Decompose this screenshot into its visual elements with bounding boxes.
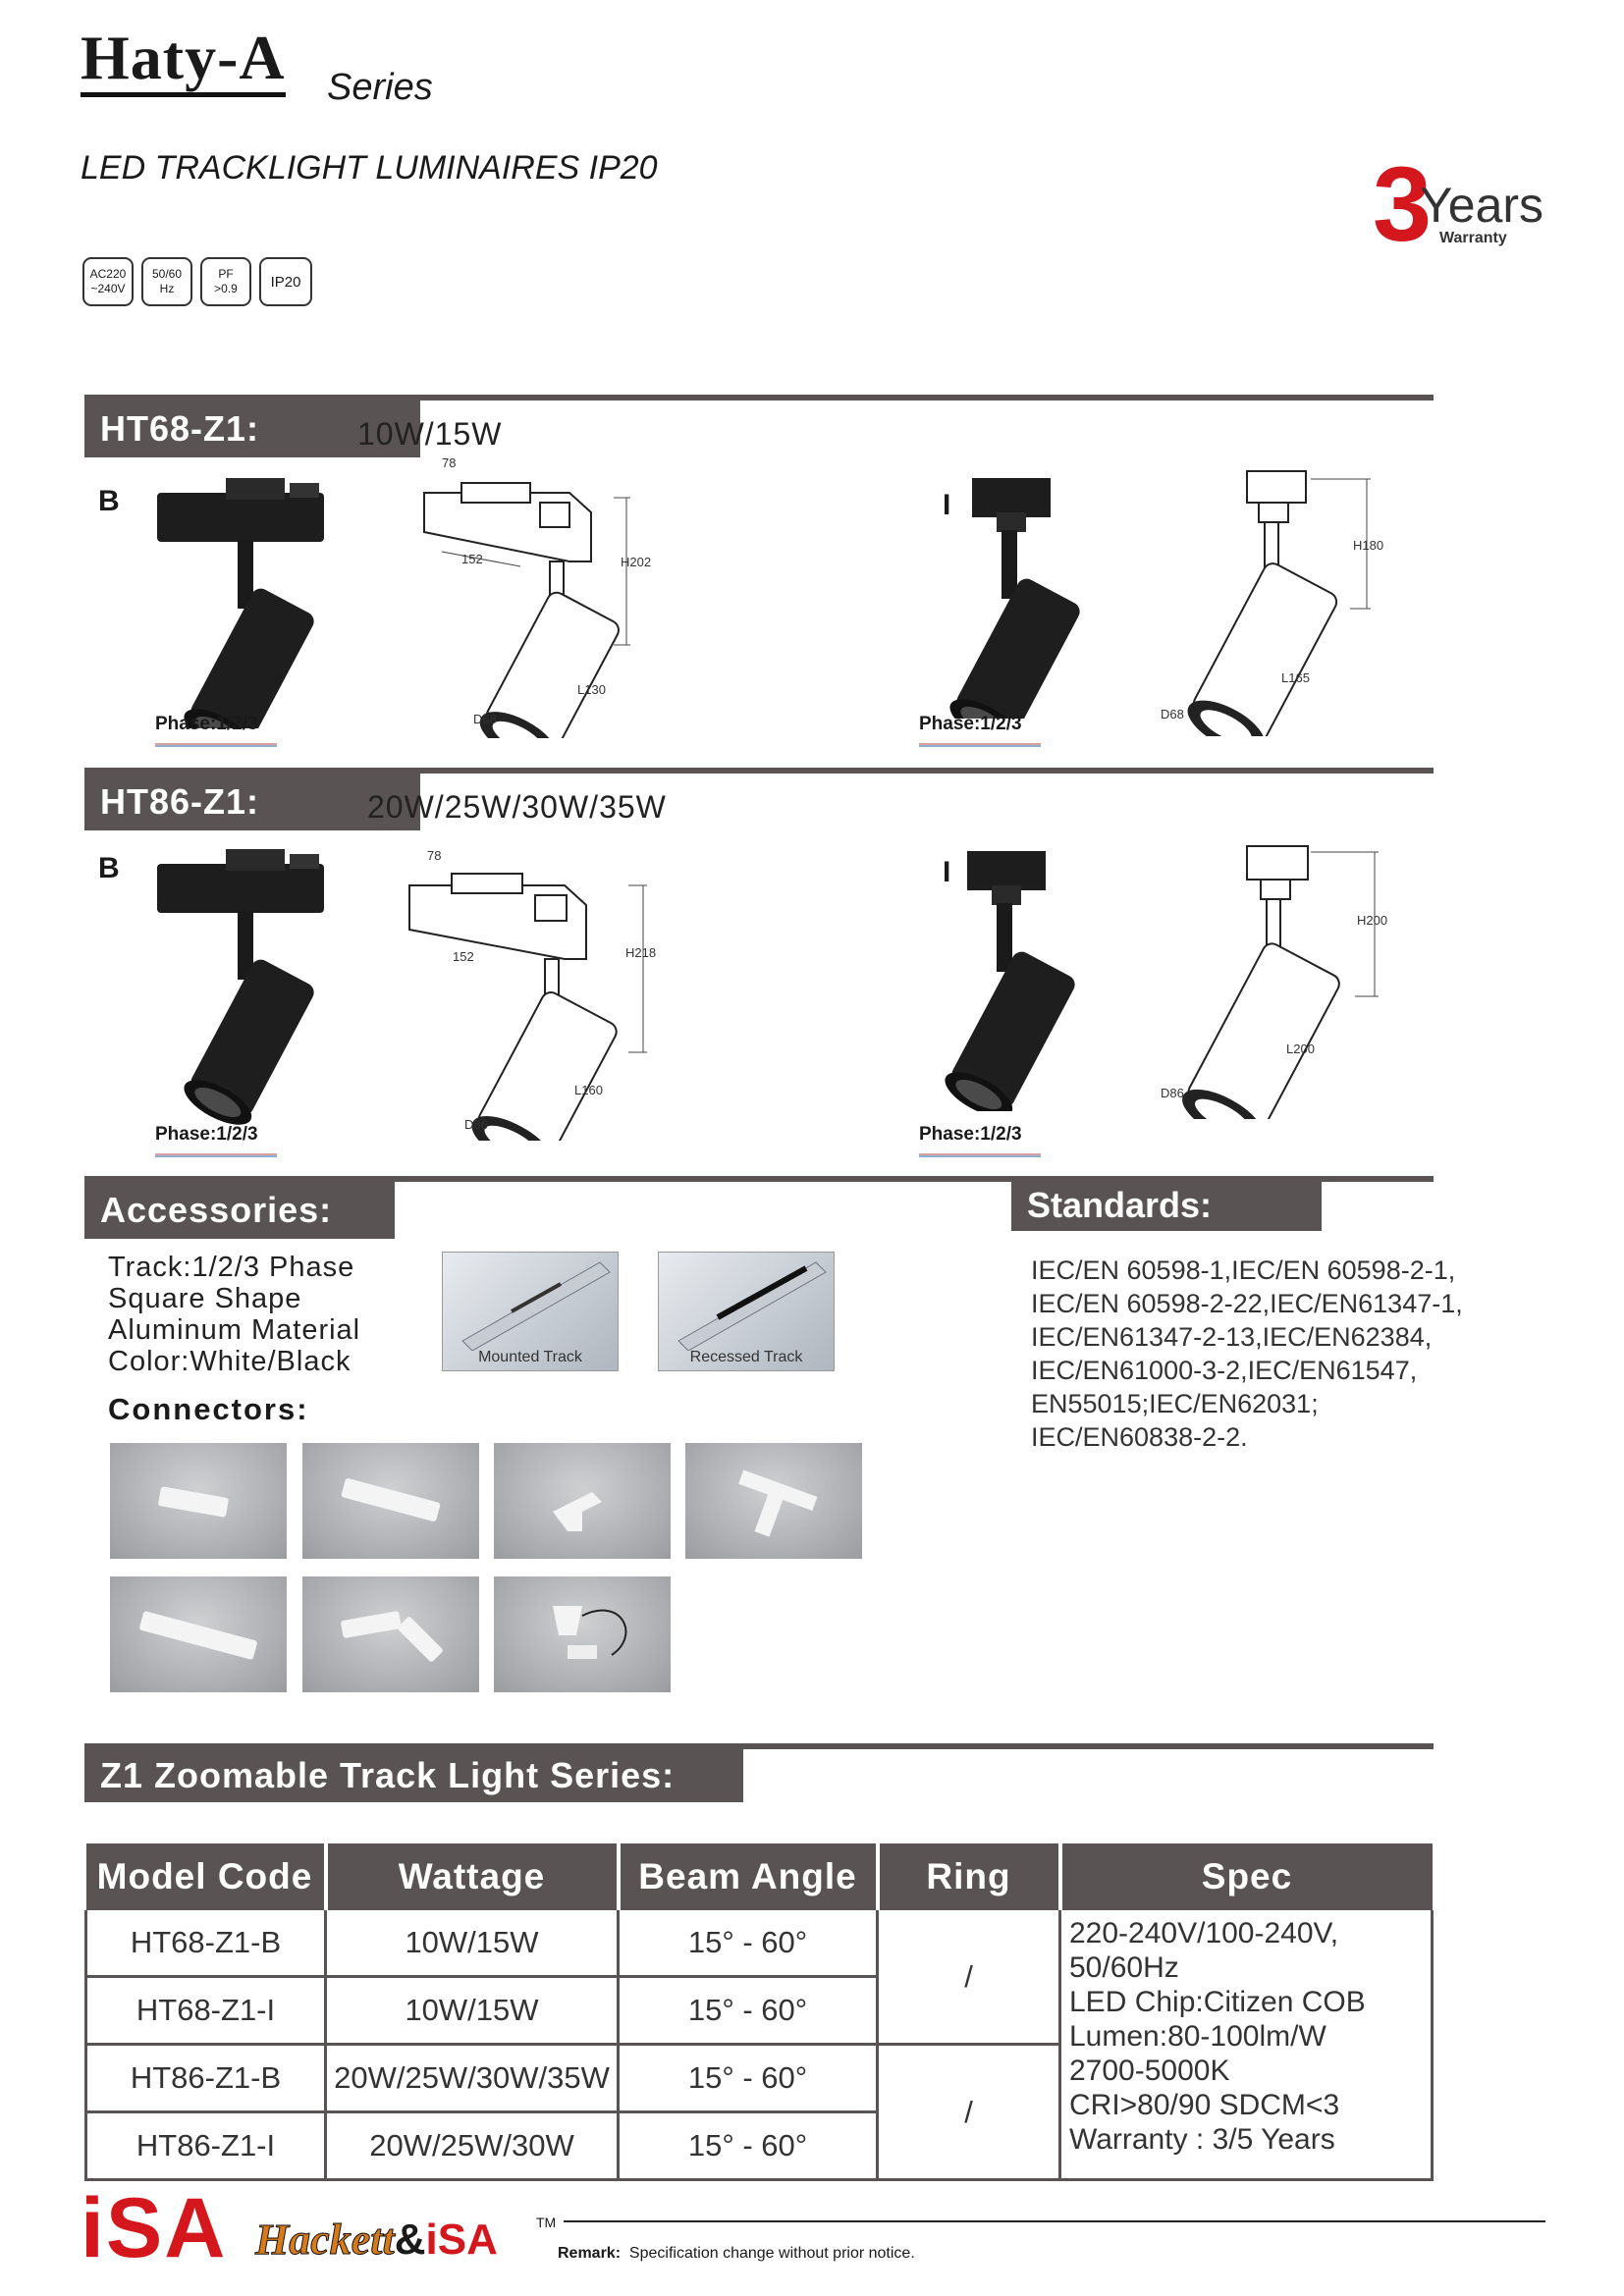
isa-logo: iSA	[81, 2181, 228, 2275]
accessories-text: Track:1/2/3 Phase Square Shape Aluminum Material Color:White/Black	[108, 1252, 361, 1377]
ring-cell: /	[878, 1910, 1060, 2045]
wattage-cell: 10W/15W	[326, 1977, 619, 2045]
connector-image	[302, 1576, 479, 1692]
svg-text:L200: L200	[1286, 1041, 1315, 1056]
connector-image	[110, 1443, 287, 1559]
spec-table	[84, 1843, 1434, 2181]
phase-lines	[919, 1153, 1041, 1157]
standards-text: IEC/EN 60598-1,IEC/EN 60598-2-1, IEC/EN 60598-2-22,IEC/EN61347-1, IEC/EN61347-2-13,IEC/EN62384, IEC/EN61000-3-2,IEC/EN61547, EN55015;IEC/EN62031; IEC/EN60838-2-2.	[1031, 1255, 1463, 1452]
phase-label: Phase:1/2/3	[919, 714, 1022, 734]
warranty-sub: Warranty	[1439, 230, 1507, 246]
beam-cell: 15° - 60°	[619, 2112, 878, 2180]
brand-logo: Hackett&iSA	[255, 2216, 498, 2264]
wattage-cell: 20W/25W/30W/35W	[326, 2045, 619, 2112]
warranty-logo	[1373, 144, 1559, 263]
series-label: Series	[327, 67, 433, 108]
svg-text:H180: H180	[1353, 538, 1384, 553]
frequency-badge: 50/60 Hz	[141, 257, 192, 306]
phase-label: Phase:1/2/3	[919, 1124, 1022, 1145]
svg-text:D68: D68	[473, 712, 497, 726]
warranty-number: 3	[1373, 144, 1433, 263]
connector-image	[110, 1576, 287, 1692]
footer-divider	[564, 2220, 1545, 2222]
svg-text:H218: H218	[625, 945, 657, 960]
svg-text:H200: H200	[1357, 913, 1388, 928]
fixture-photo-ht86-b	[118, 844, 353, 1129]
phase-lines	[919, 743, 1041, 747]
dimension-drawing-ht68-i	[1139, 461, 1394, 736]
track-caption: Mounted Track	[478, 1349, 582, 1365]
table-row	[86, 1910, 1433, 1977]
voltage-badge: AC220 ~240V	[82, 257, 134, 306]
trademark-mark: TM	[536, 2215, 557, 2230]
track-caption: Recessed Track	[689, 1349, 803, 1365]
table-heading: Z1 Zoomable Track Light Series:	[84, 1749, 743, 1802]
col-header: Beam Angle	[619, 1843, 878, 1910]
model-heading: HT86-Z1:	[84, 774, 420, 830]
wattage-label: 10W/15W	[357, 416, 503, 452]
ring-cell: /	[878, 2045, 1060, 2180]
connector-image	[685, 1443, 862, 1559]
col-header: Wattage	[326, 1843, 619, 1910]
svg-text:D86: D86	[464, 1117, 488, 1132]
phase-lines	[155, 1153, 277, 1157]
variant-b-label: B	[98, 852, 120, 884]
model-cell: HT68-Z1-B	[86, 1910, 326, 1977]
beam-cell: 15° - 60°	[619, 1910, 878, 1977]
dimension-drawing-ht68-b	[412, 454, 668, 738]
model-cell: HT68-Z1-I	[86, 1977, 326, 2045]
phase-label: Phase:1/2/3	[155, 1124, 258, 1145]
variant-i-label: I	[943, 856, 951, 888]
wattage-cell: 20W/25W/30W	[326, 2112, 619, 2180]
svg-text:D68: D68	[1161, 707, 1184, 721]
svg-text:152: 152	[453, 949, 474, 964]
fixture-photo-ht68-i	[903, 473, 1129, 719]
fixture-photo-ht86-i	[898, 846, 1124, 1111]
page-subtitle: LED TRACKLIGHT LUMINAIRES IP20	[81, 149, 658, 187]
svg-text:78: 78	[427, 848, 442, 863]
variant-b-label: B	[98, 485, 120, 517]
beam-cell: 15° - 60°	[619, 1977, 878, 2045]
dimension-drawing-ht86-i	[1139, 834, 1394, 1119]
ip-badge: IP20	[259, 257, 312, 306]
svg-text:L160: L160	[574, 1083, 603, 1097]
phase-lines	[155, 743, 277, 747]
variant-i-label: I	[943, 489, 951, 521]
beam-cell: 15° - 60°	[619, 2045, 878, 2112]
svg-text:D86: D86	[1161, 1086, 1184, 1100]
connector-image	[494, 1443, 671, 1559]
page-title: Haty-A	[81, 27, 286, 97]
svg-text:L130: L130	[577, 682, 606, 697]
connectors-heading: Connectors:	[108, 1392, 309, 1426]
spec-badges	[82, 257, 312, 306]
wattage-cell: 10W/15W	[326, 1910, 619, 1977]
model-cell: HT86-Z1-B	[86, 2045, 326, 2112]
fixture-photo-ht68-b	[118, 473, 353, 728]
col-header: Spec	[1060, 1843, 1433, 1910]
connector-image	[302, 1443, 479, 1559]
connector-image	[494, 1576, 671, 1692]
svg-text:78: 78	[442, 455, 457, 470]
col-header: Model Code	[86, 1843, 326, 1910]
svg-text:152: 152	[461, 552, 483, 566]
svg-text:L165: L165	[1281, 670, 1310, 685]
pf-badge: PF >0.9	[200, 257, 251, 306]
model-cell: HT86-Z1-I	[86, 2112, 326, 2180]
warranty-years: Years	[1420, 178, 1544, 233]
col-header: Ring	[878, 1843, 1060, 1910]
model-heading: HT68-Z1:	[84, 400, 420, 457]
standards-heading: Standards:	[1011, 1180, 1322, 1231]
remark-note: Remark: Specification change without prior notice.	[558, 2245, 915, 2262]
spec-cell: 220-240V/100-240V, 50/60Hz LED Chip:Citizen COB Lumen:80-100lm/W 2700-5000K CRI>80/90 SDCM<3 Warranty : 3/5 Years	[1060, 1910, 1433, 2180]
wattage-label: 20W/25W/30W/35W	[367, 789, 667, 825]
accessories-heading: Accessories:	[84, 1182, 395, 1239]
recessed-track-image	[658, 1252, 835, 1371]
svg-text:H202: H202	[621, 555, 652, 569]
mounted-track-image	[442, 1252, 619, 1371]
phase-label: Phase:1/2/3	[155, 714, 258, 734]
dimension-drawing-ht86-b	[398, 846, 663, 1141]
